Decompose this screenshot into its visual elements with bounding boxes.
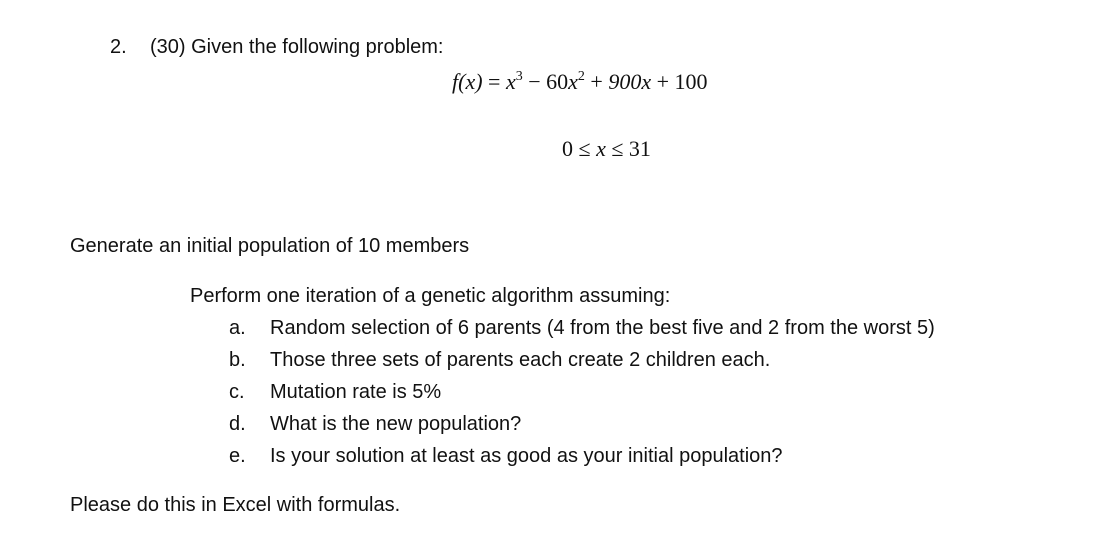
le-sign-2: ≤	[611, 136, 624, 161]
list-item-text: Mutation rate is 5%	[270, 381, 442, 403]
list-item-marker: a.	[229, 317, 246, 339]
list-item-text: Those three sets of parents each create 2 children each.	[270, 349, 771, 371]
instruction-perform: Perform one iteration of a genetic algorithm assuming:	[190, 285, 671, 307]
term2-base: x	[568, 69, 578, 94]
term3: 900x	[608, 69, 652, 94]
constraint-upper: 31	[628, 136, 651, 161]
closing-instruction: Please do this in Excel with formulas.	[70, 494, 401, 516]
operator-plus-2: +	[656, 69, 670, 94]
le-sign-1: ≤	[578, 136, 591, 161]
list-item-marker: c.	[229, 381, 245, 403]
function-lhs: f(x)	[452, 69, 483, 94]
list-item-text: What is the new population?	[270, 413, 522, 435]
list-item-marker: b.	[229, 349, 246, 371]
term4-constant: 100	[674, 69, 708, 94]
question-number: 2.	[110, 36, 127, 58]
function-equation	[452, 69, 708, 95]
list-item-text: Random selection of 6 parents (4 from the best five and 2 from the worst 5)	[270, 317, 935, 339]
list-item-marker: d.	[229, 413, 246, 435]
list-item-marker: e.	[229, 445, 246, 467]
operator-plus-1: +	[590, 69, 603, 94]
operator-minus: −	[528, 69, 541, 94]
list-item-text: Is your solution at least as good as your initial population?	[270, 445, 783, 467]
constraint-variable: x	[596, 136, 606, 161]
equals-sign: =	[488, 69, 501, 94]
question-heading: (30) Given the following problem:	[150, 36, 444, 58]
instruction-generate: Generate an initial population of 10 members	[70, 235, 470, 257]
term1-exponent: 3	[515, 69, 523, 84]
term2-coefficient: 60	[546, 69, 569, 94]
term1-base: x	[505, 69, 516, 94]
term2-exponent: 2	[577, 69, 585, 84]
constraint-lower: 0	[562, 136, 573, 161]
constraint-inequality	[562, 136, 651, 162]
